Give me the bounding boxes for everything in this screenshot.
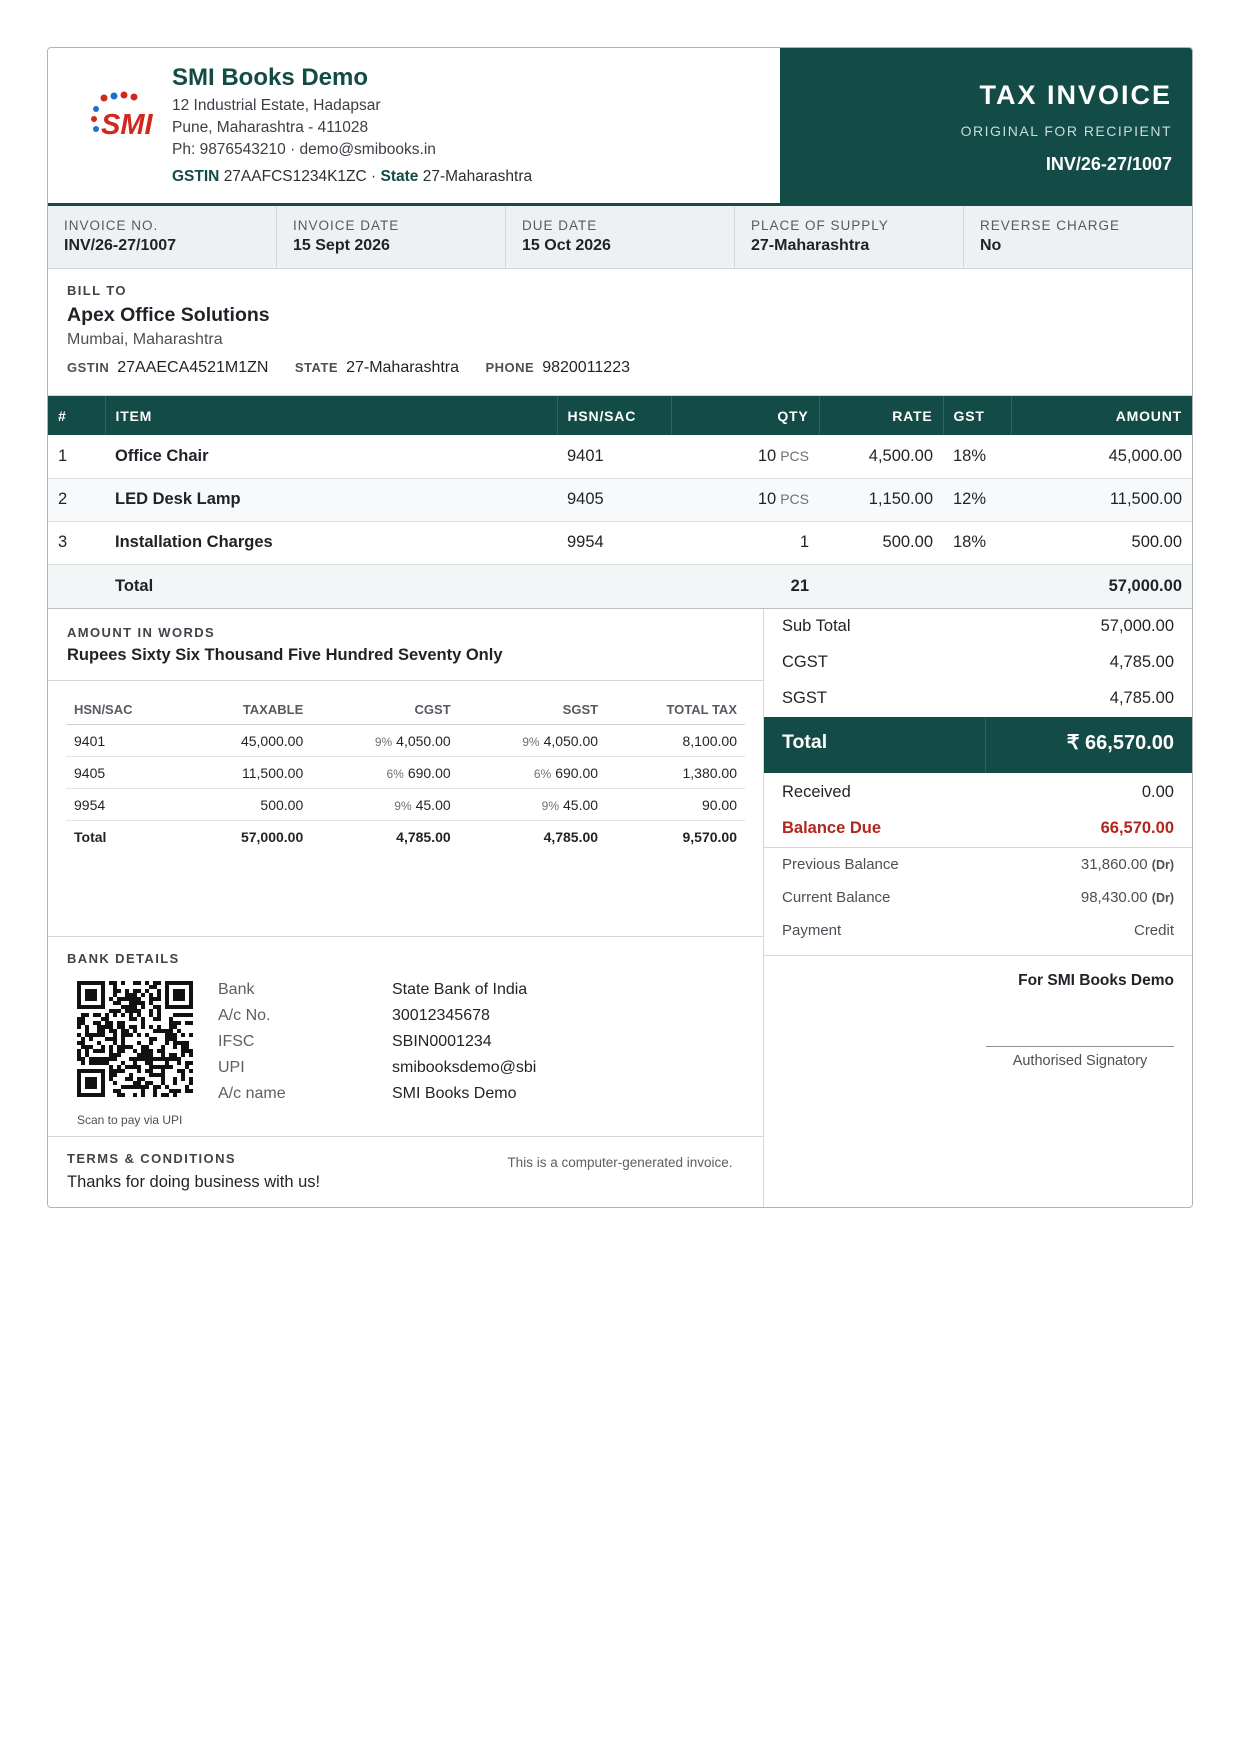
sgst-row	[764, 681, 1192, 717]
customer-gstin-label: GSTIN	[67, 360, 110, 375]
tax-cgst	[311, 789, 458, 821]
items-table	[48, 396, 1192, 609]
meta-value: INV/26-27/1007	[64, 237, 177, 254]
qty-value: 1	[799, 533, 809, 551]
row-hsn: 9954	[557, 521, 671, 564]
bank-key: A/c No.	[218, 1006, 271, 1024]
invoice-header	[48, 48, 1192, 206]
items-total-qty: 21	[671, 564, 819, 608]
tax-col-cgst: CGST	[311, 695, 458, 725]
customer-phone: 9820011223	[542, 359, 630, 376]
company-details	[172, 62, 532, 203]
bank-value: smibooksdemo@sbi	[392, 1058, 537, 1076]
meta-label: PLACE OF SUPPLY	[751, 218, 889, 233]
cgst-row	[764, 645, 1192, 681]
cgst-value: 4,785.00	[1109, 653, 1174, 671]
totals-panel	[764, 609, 1192, 1207]
meta-label: DUE DATE	[522, 218, 598, 233]
previous-balance-suffix: (Dr)	[1151, 857, 1174, 872]
col-rate: RATE	[819, 396, 943, 435]
amount-in-words-value: Rupees Sixty Six Thousand Five Hundred Seventy Only	[67, 645, 503, 664]
row-amount: 11,500.00	[1011, 478, 1192, 521]
sgst-amount: 4,050.00	[543, 732, 599, 749]
sgst-amount: 690.00	[555, 764, 599, 781]
company-contact: Ph: 9876543210 · demo@smibooks.in	[172, 141, 436, 158]
cgst-label: CGST	[782, 653, 828, 671]
company-name: SMI Books Demo	[172, 64, 369, 91]
row-hsn: 9405	[557, 478, 671, 521]
company-gst-line: GSTIN 27AAFCS1234K1ZC · State 27-Maharashtra	[172, 168, 533, 185]
meta-value: No	[980, 237, 1002, 254]
subtotal-label: Sub Total	[782, 617, 851, 635]
meta-value: 15 Sept 2026	[293, 237, 390, 254]
customer-state: 27-Maharashtra	[346, 359, 460, 376]
company-block	[48, 48, 780, 203]
logo-mark-icon	[74, 76, 158, 156]
payment-label: Payment	[782, 921, 842, 939]
bank-details	[48, 937, 763, 1137]
meta-value: 15 Oct 2026	[522, 237, 611, 254]
row-qty	[671, 521, 819, 564]
company-state: 27-Maharashtra	[422, 168, 533, 185]
bank-value: SMI Books Demo	[392, 1084, 517, 1102]
row-gst: 12%	[943, 478, 1011, 521]
bank-details-label: BANK DETAILS	[67, 950, 180, 966]
sgst-rate: 6%	[533, 766, 552, 781]
subtotal-row	[764, 609, 1192, 645]
signature-block	[764, 956, 1192, 1069]
company-gstin-label: GSTIN	[172, 168, 220, 185]
tax-taxable: 11,500.00	[186, 757, 312, 789]
customer-name: Apex Office Solutions	[67, 304, 270, 326]
document-title: TAX INVOICE	[979, 80, 1172, 110]
terms-label: TERMS & CONDITIONS	[67, 1150, 236, 1166]
tax-total: 1,380.00	[606, 757, 745, 789]
qty-unit: PCS	[780, 447, 809, 464]
bank-row	[218, 1003, 536, 1029]
meta-reverse-charge	[964, 206, 1192, 268]
tax-total-amount: 9,570.00	[682, 828, 737, 845]
current-balance-row	[764, 881, 1192, 914]
signature-label: Authorised Signatory	[1012, 1052, 1148, 1069]
row-rate: 500.00	[819, 521, 943, 564]
items-total-amount: 57,000.00	[1011, 564, 1192, 608]
previous-balance-label: Previous Balance	[782, 855, 899, 873]
customer-phone-label: PHONE	[485, 360, 535, 375]
bank-row	[218, 1029, 536, 1055]
current-balance-label: Current Balance	[782, 888, 891, 906]
subtotal-value: 57,000.00	[1100, 617, 1174, 635]
bank-value: SBIN0001234	[392, 1032, 492, 1050]
col-item: ITEM	[105, 396, 557, 435]
bottom-section	[48, 609, 1192, 1207]
previous-balance-row	[764, 848, 1192, 881]
tax-sgst	[459, 789, 606, 821]
tax-cgst	[311, 757, 458, 789]
bottom-left	[48, 609, 764, 1207]
bill-to-section	[48, 269, 1192, 396]
tax-table	[66, 695, 745, 853]
balance-due-label: Balance Due	[782, 819, 882, 837]
tax-taxable: 500.00	[186, 789, 312, 821]
amount-in-words-label: AMOUNT IN WORDS	[67, 624, 216, 640]
bank-key: A/c name	[218, 1084, 286, 1102]
items-header-row	[48, 396, 1192, 435]
tax-row	[66, 725, 745, 757]
row-qty	[671, 435, 819, 478]
company-address-line-1: 12 Industrial Estate, Hadapsar	[172, 97, 381, 114]
sgst-label: SGST	[782, 689, 827, 707]
previous-balance-amount: 31,860.00	[1080, 855, 1148, 873]
qty-value: 10	[757, 446, 777, 465]
tax-total: 8,100.00	[606, 725, 745, 757]
row-num: 3	[48, 521, 105, 564]
sgst-amount: 45.00	[563, 796, 599, 813]
meta-label: REVERSE CHARGE	[980, 218, 1121, 233]
company-state-label: State	[380, 168, 419, 185]
received-value: 0.00	[1141, 783, 1174, 801]
customer-address: Mumbai, Maharashtra	[67, 331, 223, 348]
row-item: LED Desk Lamp	[105, 478, 557, 521]
meta-invoice-no	[48, 206, 277, 268]
tax-col-taxable: TAXABLE	[186, 695, 312, 725]
current-balance-value	[1081, 889, 1174, 906]
bank-row	[218, 1055, 536, 1081]
qty-unit: PCS	[780, 491, 809, 507]
terms-value: Thanks for doing business with us!	[67, 1172, 321, 1191]
document-subtitle: ORIGINAL FOR RECIPIENT	[960, 123, 1172, 139]
logo-text: SMI	[101, 109, 153, 141]
qr-caption: Scan to pay via UPI	[77, 1112, 183, 1127]
bank-value: 30012345678	[392, 1006, 490, 1024]
col-qty: QTY	[671, 396, 819, 435]
previous-balance-value	[1081, 856, 1174, 873]
tax-taxable: 45,000.00	[186, 725, 312, 757]
tax-sgst	[459, 725, 606, 757]
tax-hsn: 9401	[66, 725, 186, 757]
customer-gstin: 27AAECA4521M1ZN	[117, 359, 269, 376]
tax-col-hsn: HSN/SAC	[66, 695, 186, 725]
tax-total-row	[66, 821, 745, 853]
tax-row	[66, 757, 745, 789]
row-amount: 500.00	[1011, 521, 1192, 564]
cgst-amount: 4,050.00	[396, 732, 451, 749]
current-balance-amount: 98,430.00	[1080, 888, 1148, 906]
tax-total-sgst: 4,785.00	[543, 828, 599, 845]
cgst-rate: 9%	[394, 798, 412, 813]
row-hsn: 9401	[557, 435, 671, 478]
sgst-value: 4,785.00	[1109, 689, 1174, 707]
row-rate: 4,500.00	[819, 435, 943, 478]
amount-in-words	[48, 609, 763, 681]
cgst-rate: 9%	[374, 734, 393, 749]
footer-note: This is a computer-generated invoice.	[507, 1155, 733, 1170]
payment-value: Credit	[1133, 921, 1174, 939]
row-item: Installation Charges	[105, 521, 557, 564]
table-row	[48, 478, 1192, 521]
bank-key: IFSC	[218, 1032, 255, 1050]
tax-total-label: Total	[74, 828, 107, 845]
qty-value: 10	[757, 490, 777, 508]
row-num: 2	[48, 478, 105, 521]
items-total-row	[48, 564, 1192, 608]
table-row	[48, 521, 1192, 564]
bank-row	[218, 977, 536, 1003]
row-rate: 1,150.00	[819, 478, 943, 521]
col-hsn: HSN/SAC	[557, 396, 671, 435]
items-total-label: Total	[105, 564, 557, 608]
invoice	[47, 47, 1193, 1208]
received-label: Received	[782, 783, 851, 801]
col-gst: GST	[943, 396, 1011, 435]
row-item: Office Chair	[105, 435, 557, 478]
received-row	[764, 775, 1192, 811]
tax-summary	[48, 681, 763, 937]
company-gstin: 27AAFCS1234K1ZC	[223, 168, 367, 185]
tax-total-cgst: 4,785.00	[396, 828, 451, 845]
tax-col-total: TOTAL TAX	[606, 695, 745, 725]
signature-line	[986, 1046, 1174, 1047]
current-balance-suffix: (Dr)	[1151, 890, 1174, 905]
row-amount: 45,000.00	[1011, 435, 1192, 478]
table-row	[48, 435, 1192, 478]
tax-header-row	[66, 695, 745, 725]
document-title-block	[780, 48, 1192, 203]
row-num: 1	[48, 435, 105, 478]
company-logo	[74, 76, 158, 156]
tax-total: 90.00	[606, 789, 745, 821]
col-num: #	[48, 396, 105, 435]
meta-value: 27-Maharashtra	[751, 237, 870, 254]
bank-info-table	[218, 977, 536, 1107]
tax-hsn: 9954	[66, 789, 186, 821]
balance-due-row	[764, 811, 1192, 847]
grand-total-label: Total	[764, 717, 986, 773]
terms-section	[48, 1137, 763, 1207]
tax-sgst	[459, 757, 606, 789]
signature-company: For SMI Books Demo	[1018, 971, 1174, 989]
cgst-rate: 6%	[386, 766, 404, 781]
meta-place-of-supply	[735, 206, 964, 268]
cgst-amount: 45.00	[415, 796, 451, 813]
meta-due-date	[506, 206, 735, 268]
tax-total-taxable: 57,000.00	[240, 828, 304, 845]
tax-cgst	[311, 725, 458, 757]
sgst-rate: 9%	[541, 798, 560, 813]
invoice-meta	[48, 206, 1192, 269]
bank-key: UPI	[218, 1058, 245, 1076]
bill-to-label: BILL TO	[67, 283, 127, 298]
col-amount: AMOUNT	[1011, 396, 1192, 435]
meta-label: INVOICE DATE	[293, 218, 400, 233]
meta-label: INVOICE NO.	[64, 218, 159, 233]
customer-state-label: STATE	[294, 360, 339, 375]
bank-key: Bank	[218, 980, 255, 998]
company-address-line-2: Pune, Maharashtra - 411028	[172, 119, 369, 136]
payment-row	[764, 914, 1192, 947]
bank-value: State Bank of India	[392, 980, 528, 998]
tax-hsn: 9405	[66, 757, 186, 789]
upi-qr-code-icon	[77, 981, 193, 1097]
meta-invoice-date	[277, 206, 506, 268]
customer-ids	[67, 359, 1192, 377]
grand-total-value: ₹ 66,570.00	[1066, 731, 1174, 754]
sgst-rate: 9%	[522, 734, 540, 749]
cgst-amount: 690.00	[407, 764, 451, 781]
row-gst: 18%	[943, 521, 1011, 564]
row-gst: 18%	[943, 435, 1011, 478]
grand-total-row	[764, 717, 1192, 773]
document-number: INV/26-27/1007	[1045, 154, 1172, 174]
row-qty	[671, 478, 819, 521]
balance-due-value: 66,570.00	[1100, 819, 1174, 837]
bank-row	[218, 1081, 536, 1107]
tax-col-sgst: SGST	[459, 695, 606, 725]
tax-row	[66, 789, 745, 821]
